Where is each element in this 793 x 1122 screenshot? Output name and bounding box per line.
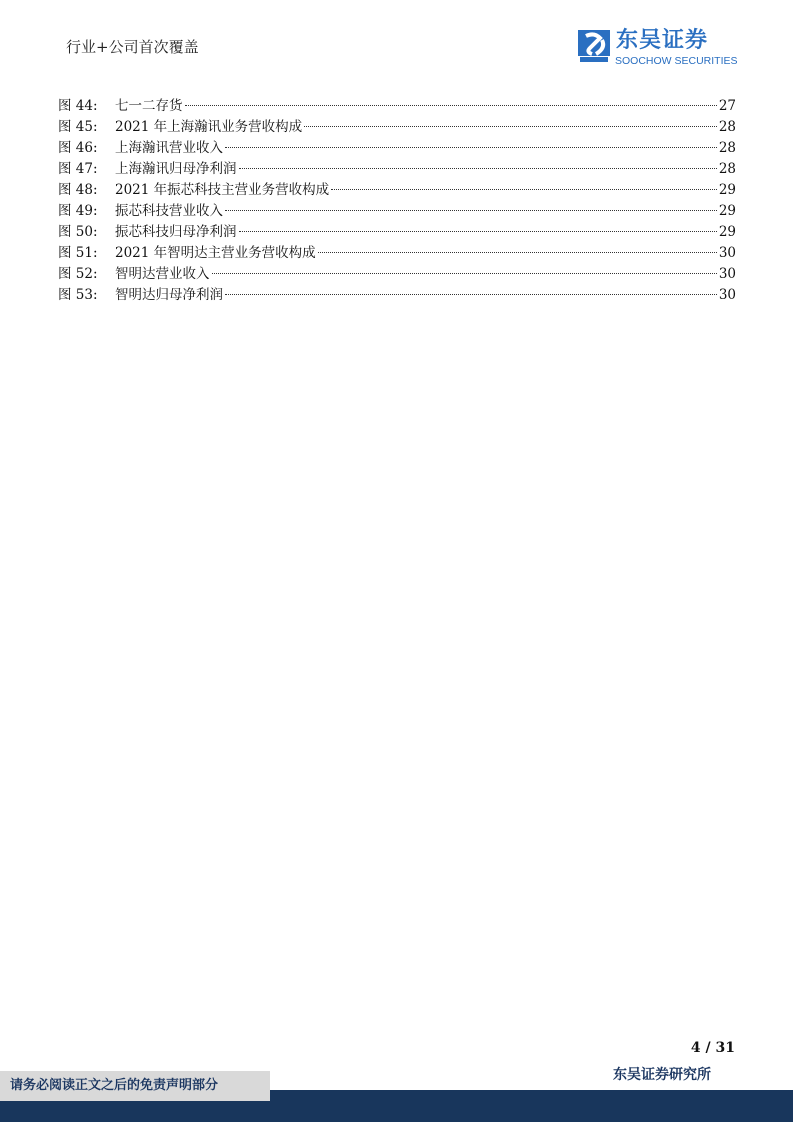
toc-entry[interactable]	[58, 285, 736, 306]
figure-number: 图 53:	[58, 287, 98, 303]
figure-title: 2021 年智明达主营业务营收构成	[115, 245, 316, 261]
figure-title: 上海瀚讯归母净利润	[115, 161, 237, 177]
dot-leader	[331, 189, 717, 190]
figure-number: 图 52:	[58, 266, 98, 282]
figure-title: 振芯科技营业收入	[115, 203, 223, 219]
figure-number: 图 45:	[58, 119, 98, 135]
figure-title: 七一二存货	[115, 98, 183, 114]
dot-leader	[304, 126, 717, 127]
page-ref: 29	[718, 182, 736, 198]
dot-leader	[225, 147, 717, 148]
page-ref: 30	[718, 266, 736, 282]
footer-brand: 东吴证券研究所	[613, 1067, 711, 1083]
toc-entry[interactable]	[58, 138, 736, 159]
dot-leader	[239, 168, 717, 169]
figure-title: 2021 年振芯科技主营业务营收构成	[115, 182, 330, 198]
toc-entry[interactable]	[58, 264, 736, 285]
figure-number: 图 44:	[58, 98, 98, 114]
figure-title: 振芯科技归母净利润	[115, 224, 237, 240]
figure-number: 图 47:	[58, 161, 98, 177]
toc-entry[interactable]	[58, 117, 736, 138]
page-ref: 28	[718, 161, 736, 177]
logo-mark-icon	[578, 30, 610, 64]
dot-leader	[225, 294, 717, 295]
figure-title: 智明达归母净利润	[115, 287, 223, 303]
page-number: 4 / 31	[690, 1040, 735, 1056]
dot-leader	[225, 210, 717, 211]
toc-entry[interactable]	[58, 201, 736, 222]
page-ref: 28	[718, 140, 736, 156]
logo-cn-text: 东吴证券	[616, 28, 709, 53]
page-ref: 28	[718, 119, 736, 135]
page-ref: 29	[718, 203, 736, 219]
report-category: 行业+公司首次覆盖	[66, 38, 199, 56]
figure-title: 2021 年上海瀚讯业务营收构成	[115, 119, 303, 135]
figure-number: 图 48:	[58, 182, 98, 198]
figure-index	[58, 96, 736, 306]
footer-bar	[0, 1101, 270, 1122]
toc-entry[interactable]	[58, 180, 736, 201]
page-ref: 30	[718, 245, 736, 261]
toc-entry[interactable]	[58, 243, 736, 264]
dot-leader	[318, 252, 717, 253]
figure-number: 图 51:	[58, 245, 98, 261]
toc-entry[interactable]	[58, 222, 736, 243]
dot-leader	[185, 105, 717, 106]
toc-entry[interactable]	[58, 96, 736, 117]
company-logo	[578, 28, 738, 68]
disclaimer-box	[0, 1071, 270, 1101]
disclaimer-text: 请务必阅读正文之后的免责声明部分	[10, 1078, 219, 1093]
dot-leader	[212, 273, 717, 274]
figure-number: 图 46:	[58, 140, 98, 156]
footer-bar	[270, 1090, 793, 1122]
figure-title: 上海瀚讯营业收入	[115, 140, 223, 156]
figure-number: 图 49:	[58, 203, 98, 219]
page-ref: 27	[718, 98, 736, 114]
figure-title: 智明达营业收入	[115, 266, 210, 282]
dot-leader	[239, 231, 717, 232]
page-ref: 30	[718, 287, 736, 303]
page-ref: 29	[718, 224, 736, 240]
figure-number: 图 50:	[58, 224, 98, 240]
logo-en-text: SOOCHOW SECURITIES	[615, 55, 738, 67]
toc-entry[interactable]	[58, 159, 736, 180]
